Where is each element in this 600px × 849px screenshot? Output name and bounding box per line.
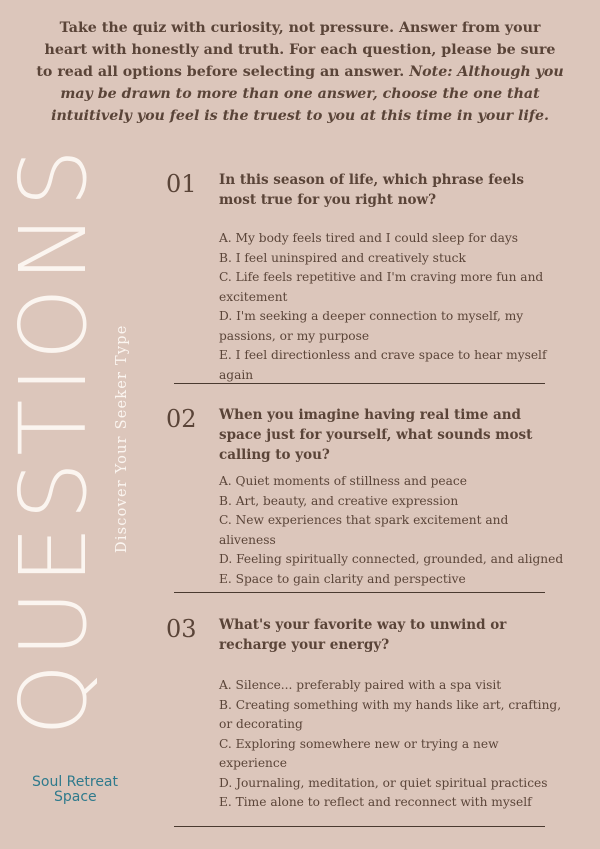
option-d[interactable]: D. Feeling spiritually connected, grounded, and aligned — [219, 552, 564, 566]
option-e[interactable]: E. I feel directionless and crave space to hear myself again — [219, 348, 547, 382]
intro-paragraph — [36, 17, 564, 127]
logo-line-1: Soul Retreat — [32, 774, 118, 790]
option-e[interactable]: E. Time alone to reflect and reconnect with myself — [219, 795, 532, 809]
question-text: What's your favorite way to unwind or recharge your energy? — [219, 617, 507, 653]
question-text: When you imagine having real time and space just for yourself, what sounds most calling to you? — [219, 407, 533, 463]
question-3 — [166, 615, 566, 809]
option-a[interactable]: A. Quiet moments of stillness and peace — [219, 474, 467, 488]
question-number: 01 — [166, 170, 197, 198]
option-list — [219, 472, 564, 589]
option-c[interactable]: C. New experiences that spark excitement and aliveness — [219, 513, 509, 547]
option-a[interactable]: A. Silence... preferably paired with a spa visit — [219, 678, 502, 692]
option-e[interactable]: E. Space to gain clarity and perspective — [219, 571, 466, 586]
question-number: 03 — [166, 615, 197, 643]
option-d[interactable]: D. I'm seeking a deeper connection to myself, my passions, or my purpose — [219, 309, 524, 343]
divider — [174, 826, 545, 827]
divider — [174, 592, 545, 593]
option-c[interactable]: C. Life feels repetitive and I'm craving more fun and excitement — [219, 270, 544, 304]
logo-line-2: Space — [54, 789, 97, 805]
question-2 — [166, 405, 566, 586]
option-c[interactable]: C. Exploring somewhere new or trying a new experience — [219, 736, 499, 770]
option-b[interactable]: B. Art, beauty, and creative expression — [219, 493, 459, 508]
option-list — [219, 229, 564, 385]
brand-logo — [32, 775, 152, 805]
side-title: QUESTIONS — [0, 142, 107, 736]
divider — [174, 383, 545, 384]
option-b[interactable]: B. Creating something with my hands like art, crafting, or decorating — [219, 697, 562, 731]
intro-note: Note: Although you may be drawn to more than one answer, choose the one that intuitively you feel is the truest to you at this time in your life. — [51, 64, 564, 124]
option-d[interactable]: D. Journaling, meditation, or quiet spiritual practices — [219, 775, 548, 790]
side-subtitle: Discover Your Seeker Type — [114, 324, 130, 553]
option-a[interactable]: A. My body feels tired and I could sleep for days — [219, 231, 519, 245]
question-1 — [166, 170, 566, 382]
question-text: In this season of life, which phrase feels most true for you right now? — [219, 172, 524, 208]
option-b[interactable]: B. I feel uninspired and creatively stuck — [219, 250, 466, 265]
option-list — [219, 676, 564, 813]
question-number: 02 — [166, 405, 197, 433]
intro-text: Take the quiz with curiosity, not pressure. Answer from your heart with honestly and truth. For each question, please be sure to read all options before selecting an answer. — [36, 20, 556, 80]
